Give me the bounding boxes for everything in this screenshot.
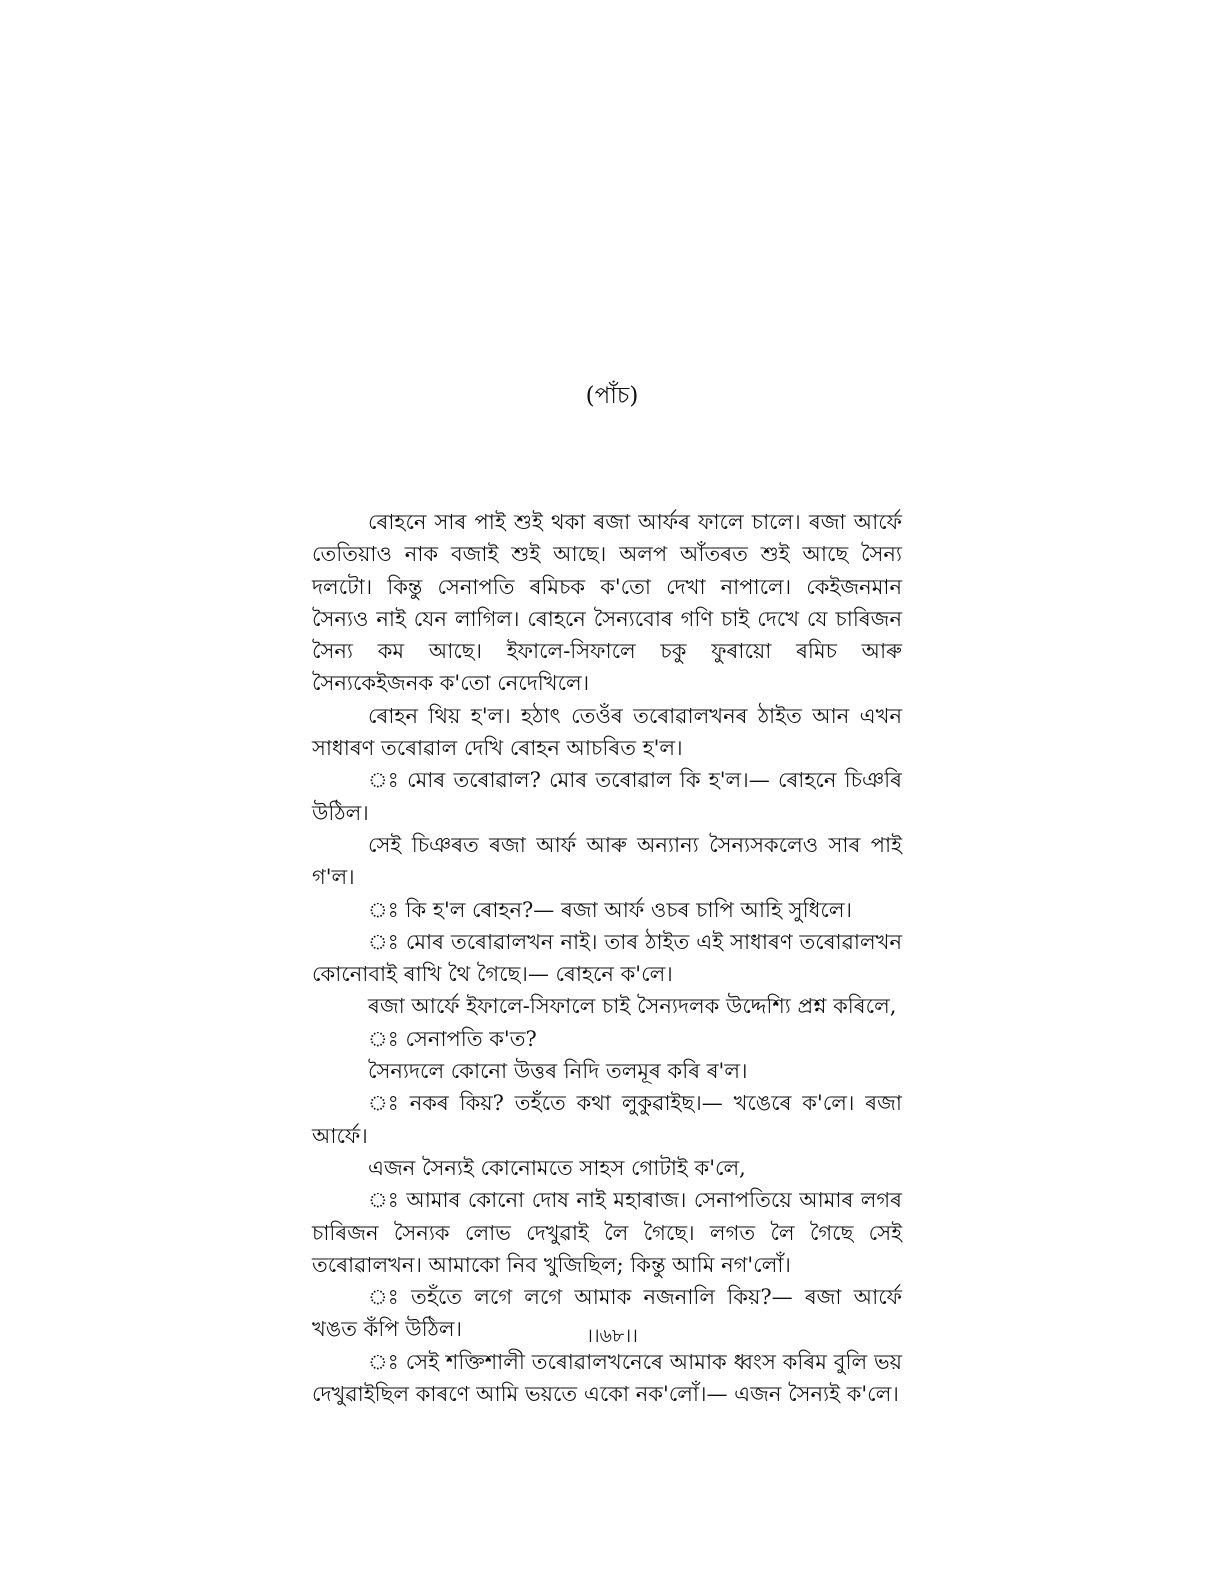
paragraph-3: ঃ মোৰ তৰোৱাল? মোৰ তৰোৱাল কি হ'ল।— ৰোহনে চিঞৰি উঠিল। bbox=[312, 768, 902, 825]
paragraph-11: এজন সৈন্যই কোনোমতে সাহস গোটাই ক'লে, bbox=[368, 1155, 746, 1180]
paragraph-5: ঃ কি হ'ল ৰোহন?— ৰজা আৰ্ফ ওচৰ চাপি আহি সুধিলে। bbox=[368, 897, 852, 922]
paragraph-8: ঃ সেনাপতি ক'ত? bbox=[368, 1026, 537, 1051]
paragraph-7: ৰজা আৰ্ফে ইফালে-সিফালে চাই সৈন্যদলক উদ্দেশ্যি প্ৰশ্ন কৰিলে, bbox=[368, 994, 897, 1019]
paragraph-12: ঃ আমাৰ কোনো দোষ নাই মহাৰাজ। সেনাপতিয়ে আমাৰ লগৰ চাৰিজন সৈন্যক লোভ দেখুৱাই লৈ গৈছে। লগত লৈ গৈছে সেই তৰোৱালখন। আমাকো নিব খুজিছিল; কিন্তু আমি নগ'লোঁ। bbox=[312, 1188, 902, 1277]
paragraph-10: ঃ নকৰ কিয়? তহঁতে কথা লুকুৱাইছ।— খঙেৰে ক'লে। ৰজা আৰ্ফে। bbox=[312, 1091, 902, 1148]
paragraph-6: ঃ মোৰ তৰোৱালখন নাই। তাৰ ঠাইত এই সাধাৰণ তৰোৱালখন কোনোবাই ৰাখি থৈ গৈছে।— ৰোহনে ক'লে। bbox=[312, 929, 902, 987]
paragraph-14: ঃ সেই শক্তিশালী তৰোৱালখনেৰে আমাক ধ্বংস কৰিম বুলি ভয় দেখুৱাইছিল কাৰণে আমি ভয়তে একো নক'লোঁ।— এজন সৈন্যই ক'লে। bbox=[312, 1349, 902, 1407]
chapter-title: (পাঁচ) bbox=[585, 383, 639, 409]
paragraph-2: ৰোহন থিয় হ'ল। হঠাৎ তেওঁৰ তৰোৱালখনৰ ঠাইত আন এখন সাধাৰণ তৰোৱাল দেখি ৰোহন আচৰিত হ'ল। bbox=[312, 703, 902, 761]
paragraph-4: সেই চিঞৰত ৰজা আৰ্ফ আৰু অন্যান্য সৈন্যসকলেও সাৰ পাই গ'ল। bbox=[312, 832, 902, 890]
page-number: ।।৬৮।। bbox=[586, 1325, 638, 1347]
body-text bbox=[312, 506, 902, 1410]
paragraph-1: ৰোহনে সাৰ পাই শুই থকা ৰজা আৰ্ফৰ ফালে চালে। ৰজা আৰ্ফে তেতিয়াও নাক বজাই শুই আছে। অলপ আঁতৰত শুই আছে সৈন্য দলটো। কিন্তু সেনাপতি ৰমিচক ক'তো দেখা নাপালে। কেইজনমান সৈন্যও নাই যেন লাগিল। ৰোহনে সৈন্যবোৰ গণি চাই দেখে যে চাৰিজন সৈন্য কম আছে। ইফালে-সিফালে চকু ফুৰায়ো ৰমিচ আৰু সৈন্যকেইজনক ক'তো নেদেখিলে। bbox=[312, 510, 902, 696]
paragraph-9: সৈন্যদলে কোনো উত্তৰ নিদি তলমূৰ কৰি ৰ'ল। bbox=[368, 1059, 748, 1084]
paragraph-13: ঃ তহঁতে লগে লগে আমাক নজনালি কিয়?— ৰজা আৰ্ফে খঙত কঁপি উঠিল। bbox=[312, 1285, 902, 1342]
